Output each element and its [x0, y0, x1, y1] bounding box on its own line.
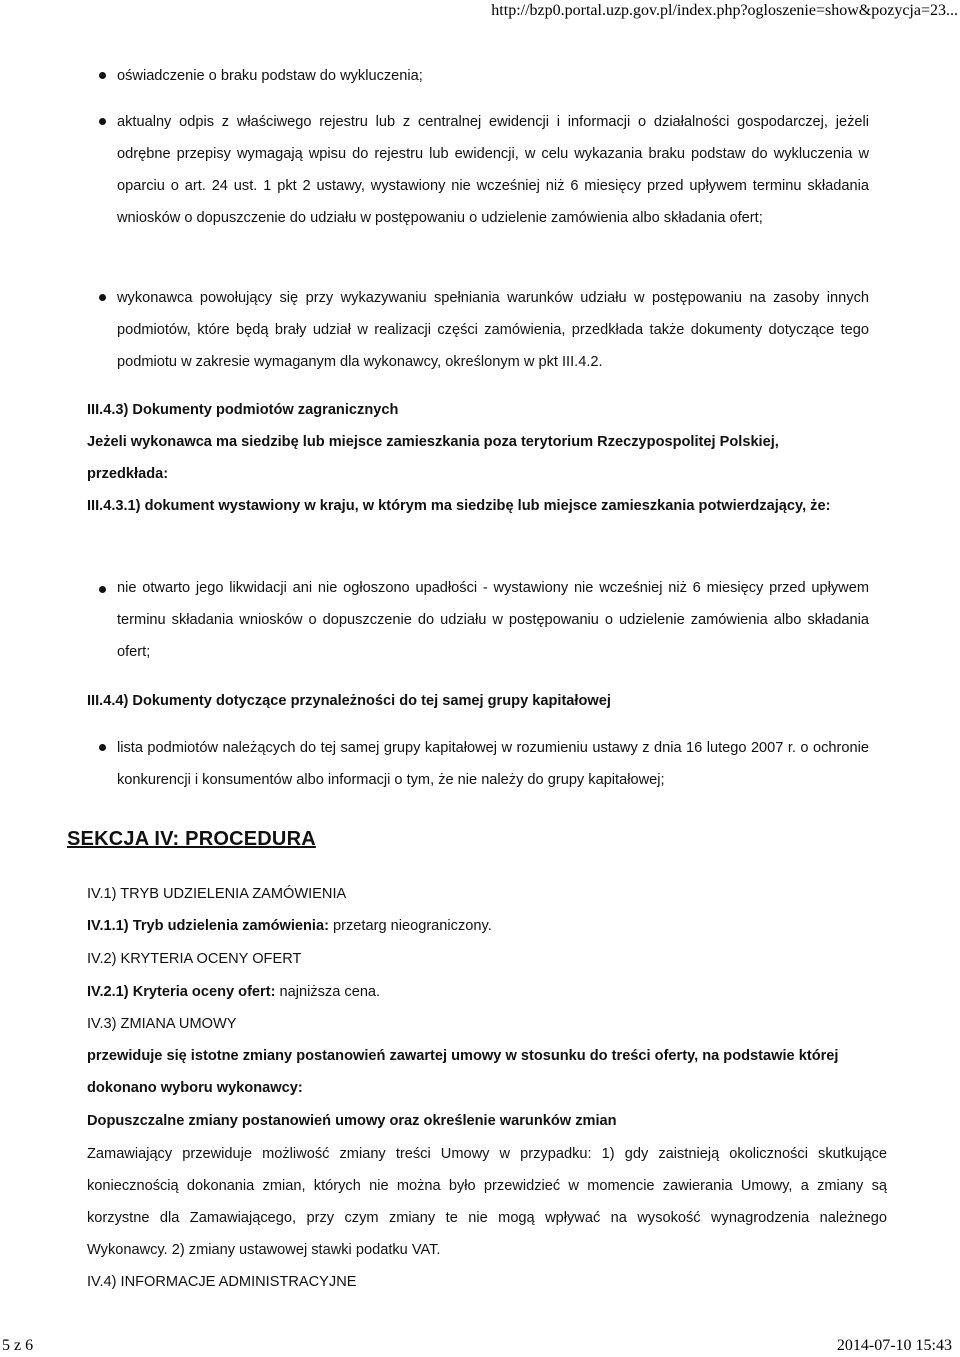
list-item: lista podmiotów należących do tej samej grupy kapitałowej w rozumieniu ustawy z dnia 16 lutego 2007 r. o ochronie konkurencji i konsumentów albo informacji o tym, że nie należy do grupy kapitałowej;	[117, 740, 869, 788]
foreign-sub: III.4.3.1) dokument wystawiony w kraju, w którym ma siedzibę lub miejsce zamieszkania potwierdzający, że:	[87, 498, 831, 514]
iv21-value: najniższa cena.	[275, 984, 381, 1000]
foreign-intro: Jeżeli wykonawca ma siedzibę lub miejsce zamieszkania poza terytorium Rzeczypospolitej Polskiej, przedkłada:	[87, 434, 779, 482]
iv2-heading: IV.2) KRYTERIA OCENY OFERT	[87, 951, 302, 967]
section-title: SEKCJA IV: PROCEDURA	[67, 828, 316, 850]
list-item: wykonawca powołujący się przy wykazywaniu spełniania warunków udziału w postępowaniu na zasoby innych podmiotów, które będą brały udział w realizacji części zamówienia, przedkłada także dokumenty dotyczące tego podmiotu w zakresie wymaganym dla wykonawcy, określonym w pkt III.4.2.	[117, 290, 869, 370]
iv4-heading: IV.4) INFORMACJE ADMINISTRACYJNE	[87, 1274, 357, 1290]
iv11-value: przetarg nieograniczony.	[328, 918, 492, 934]
iv3-body-text: Zamawiający przewiduje możliwość zmiany treści Umowy w przypadku: 1) gdy zaistnieją okoliczności skutkujące koniecznością dokonania zmian, których nie można było przewidzieć w momencie zawierania Umowy, a zmiany są korzystne dla Zamawiającego, przy czym zmiany te nie mogą wpływać na wysokość wynagrodzenia należnego Wykonawcy. 2) zmiany ustawowej stawki podatku VAT.	[87, 1146, 887, 1258]
iv21-row	[87, 976, 887, 1008]
iv11-row	[87, 910, 887, 942]
iv3-heading: IV.3) ZMIANA UMOWY	[87, 1016, 237, 1032]
iv3-subheading: Dopuszczalne zmiany postanowień umowy oraz określenie warunków zmian	[87, 1113, 617, 1129]
iv1-heading: IV.1) TRYB UDZIELENIA ZAMÓWIENIA	[87, 886, 347, 902]
section-heading-iii-4-3: III.4.3) Dokumenty podmiotów zagranicznych	[87, 402, 399, 418]
bullet-dot	[99, 586, 106, 593]
print-datetime: 2014-07-10 15:43	[836, 1337, 952, 1354]
bullet-dot	[99, 72, 106, 79]
iv11-label: IV.1.1) Tryb udzielenia zamówienia:	[87, 918, 329, 934]
section-heading-iii-4-4: III.4.4) Dokumenty dotyczące przynależności do tej samej grupy kapitałowej	[87, 693, 611, 709]
bullet-dot	[99, 294, 106, 301]
iv3-bold-text: przewiduje się istotne zmiany postanowień zawartej umowy w stosunku do treści oferty, na podstawie której dokonano wyboru wykonawcy:	[87, 1048, 839, 1096]
list-item: oświadczenie o braku podstaw do wykluczenia;	[117, 68, 423, 84]
bullet-dot	[99, 744, 106, 751]
page-number: 5 z 6	[2, 1337, 34, 1354]
list-item: nie otwarto jego likwidacji ani nie ogłoszono upadłości - wystawiony nie wcześniej niż 6 miesięcy przed upływem terminu składania wniosków o dopuszczenie do udziału w postępowaniu o udzielenie zamówienia albo składania ofert;	[117, 580, 869, 660]
iv21-label: IV.2.1) Kryteria oceny ofert:	[87, 984, 276, 1000]
print-header-url: http://bzp0.portal.uzp.gov.pl/index.php?ogloszenie=show&pozycja=23...	[491, 2, 958, 19]
bullet-dot	[99, 118, 106, 125]
list-item: aktualny odpis z właściwego rejestru lub z centralnej ewidencji i informacji o działalności gospodarczej, jeżeli odrębne przepisy wymagają wpisu do rejestru lub ewidencji, w celu wykazania braku podstaw do wykluczenia w oparciu o art. 24 ust. 1 pkt 2 ustawy, wystawiony nie wcześniej niż 6 miesięcy przed upływem terminu składania wniosków o dopuszczenie do udziału w postępowaniu o udzielenie zamówienia albo składania ofert;	[117, 114, 869, 226]
